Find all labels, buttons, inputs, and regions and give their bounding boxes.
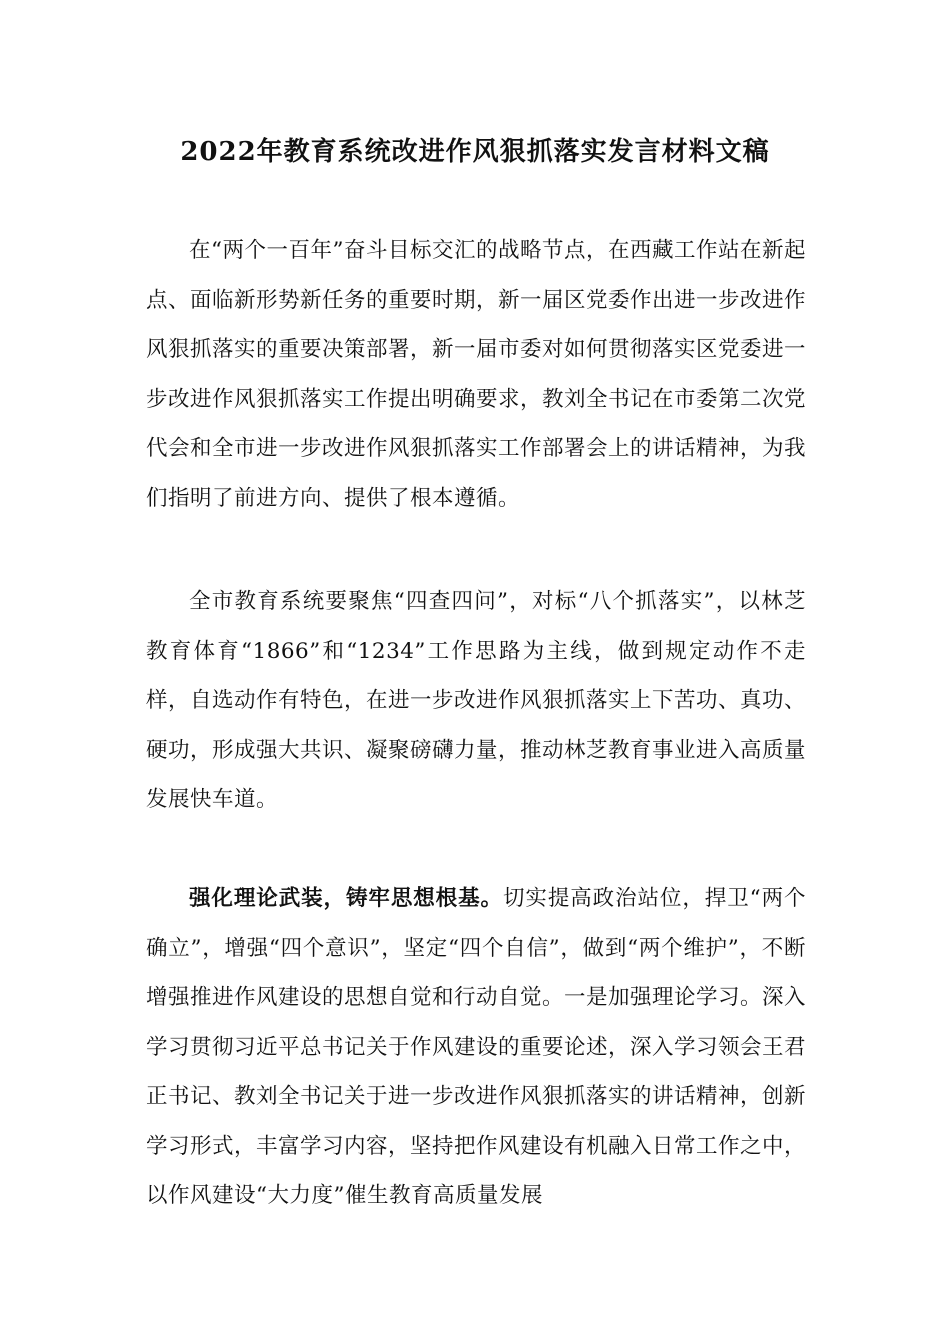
paragraph-2 (146, 577, 806, 825)
paragraph-2-text: 全市教育系统要聚焦“四查四问”，对标“八个抓落实”，以林芝教育体育“1866”和“1234”工作思路为主线，做到规定动作不走样，自选动作有特色，在进一步改进作风狠抓落实上下苦功、真功、硬功，形成强大共识、凝聚磅礴力量，推动林芝教育事业进入高质量发展快车道。 (146, 589, 807, 812)
paragraph-1 (146, 226, 806, 523)
paragraph-3 (146, 874, 806, 1221)
paragraph-3-text: 切实提高政治站位，捍卫“两个确立”，增强“四个意识”，坚定“四个自信”，做到“两个维护”，不断增强推进作风建设的思想自觉和行动自觉。一是加强理论学习。深入学习贯彻习近平总书记关于作风建设的重要论述，深入学习领会王君正书记、教刘全书记关于进一步改进作风狠抓落实的讲话精神，创新学习形式，丰富学习内容，坚持把作风建设有机融入日常工作之中，以作风建设“大力度”催生教育高质量发展 (146, 886, 807, 1208)
paragraph-1-text: 在“两个一百年”奋斗目标交汇的战略节点，在西藏工作站在新起点、面临新形势新任务的重要时期，新一届区党委作出进一步改进作风狠抓落实的重要决策部署，新一届市委对如何贯彻落实区党委进一步改进作风狠抓落实工作提出明确要求，教刘全书记在市委第二次党代会和全市进一步改进作风狠抓落实工作部署会上的讲话精神，为我们指明了前进方向、提供了根本遵循。 (146, 238, 807, 511)
document-title: 2022年教育系统改进作风狠抓落实发言材料文稿 (180, 137, 770, 167)
paragraph-3-heading: 强化理论武装，铸牢思想根基。 (189, 886, 503, 911)
